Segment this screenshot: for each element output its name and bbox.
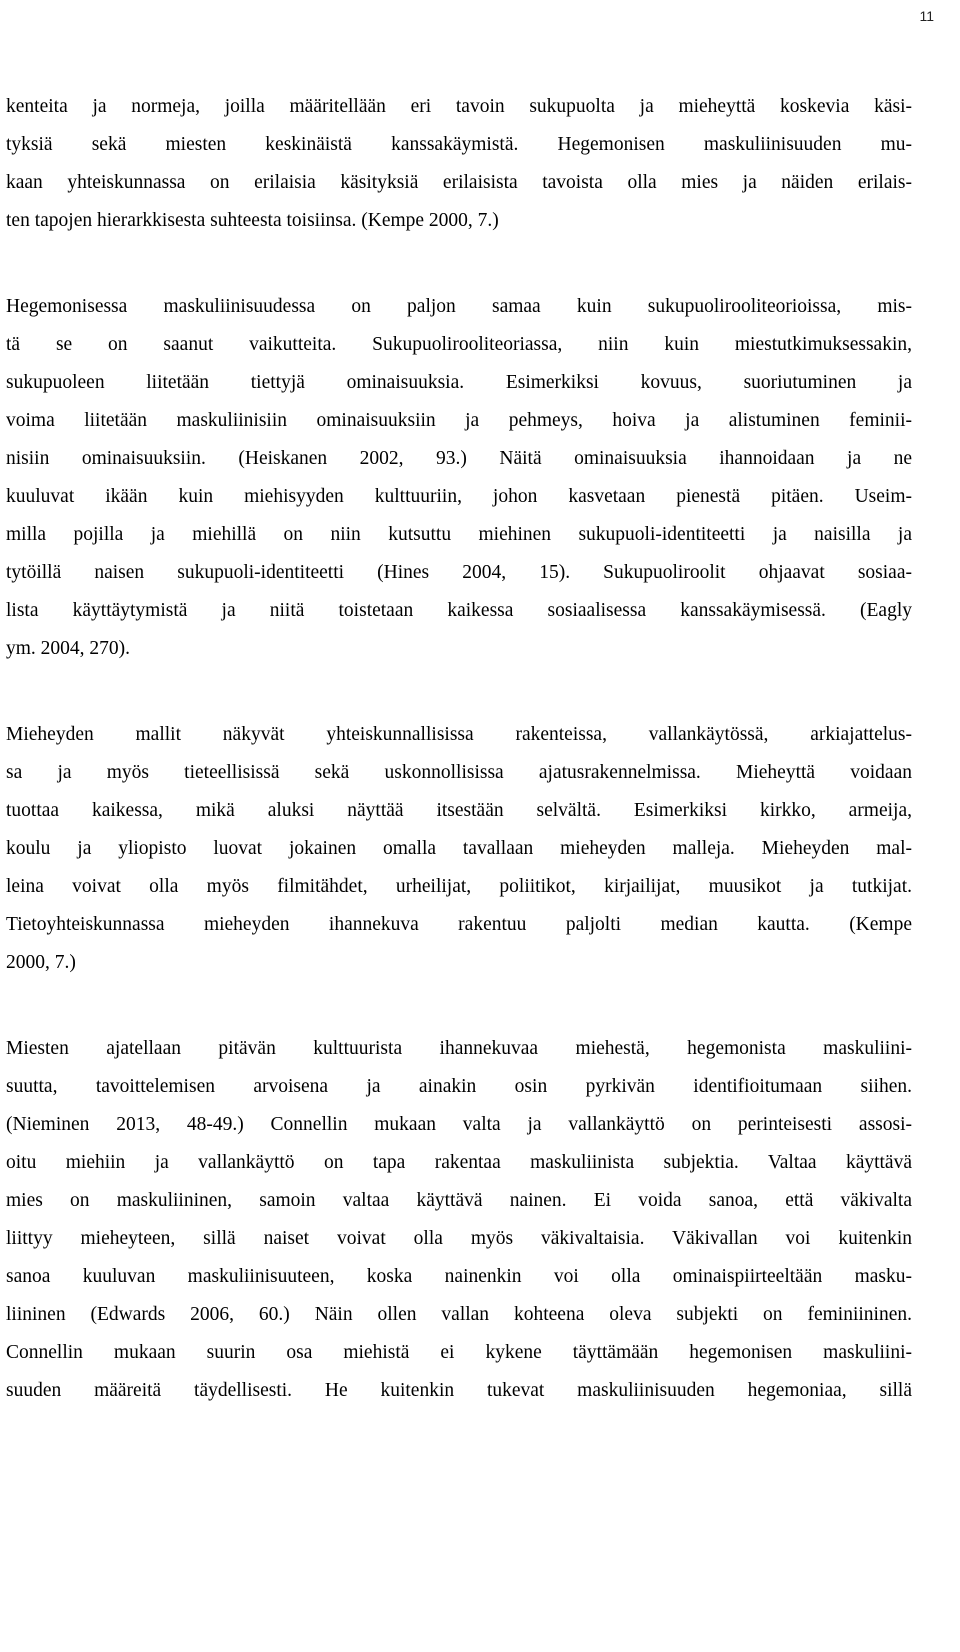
text-line: leina voivat olla myös filmitähdet, urheilijat, poliitikot, kirjailijat, muusikot ja tutkijat. [6, 876, 912, 897]
text-line: nisiin ominaisuuksiin. (Heiskanen 2002, 93.) Näitä ominaisuuksia ihannoidaan ja ne [6, 448, 912, 469]
text-line: tä se on saanut vaikutteita. Sukupuolirooliteoriassa, niin kuin miestutkimuksessakin, [6, 334, 912, 355]
text-line: liininen (Edwards 2006, 60.) Näin ollen vallan kohteena oleva subjekti on feminiininen. [6, 1304, 912, 1325]
paragraph [6, 88, 918, 240]
text-line: oitu miehiin ja vallankäyttö on tapa rakentaa maskuliinista subjektia. Valtaa käyttävä [6, 1152, 912, 1173]
text-line: kenteita ja normeja, joilla määritellään eri tavoin sukupuolta ja mieheyttä koskevia käsi- [6, 96, 912, 117]
paragraph [6, 716, 918, 982]
text-line: tyksiä sekä miesten keskinäistä kanssakäymistä. Hegemonisen maskuliinisuuden mu- [6, 134, 912, 155]
text-line: koulu ja yliopisto luovat jokainen omalla tavallaan mieheyden malleja. Mieheyden mal- [6, 838, 912, 859]
text-line: milla pojilla ja miehillä on niin kutsuttu miehinen sukupuoli-identiteetti ja naisilla ja [6, 524, 912, 545]
text-line: lista käyttäytymistä ja niitä toistetaan kaikessa sosiaalisessa kanssakäymisessä. (Eagly [6, 600, 912, 621]
text-line: 2000, 7.) [6, 952, 76, 973]
page-number: 11 [919, 8, 934, 24]
text-line: ten tapojen hierarkkisesta suhteesta toisiinsa. (Kempe 2000, 7.) [6, 210, 499, 231]
paragraph-gap [6, 240, 918, 288]
text-line: liittyy mieheyteen, sillä naiset voivat olla myös väkivaltaisia. Väkivallan voi kuitenkin [6, 1228, 912, 1249]
text-line: suuden määreitä täydellisesti. He kuitenkin tukevat maskuliinisuuden hegemoniaa, sillä [6, 1380, 912, 1401]
text-line: suutta, tavoittelemisen arvoisena ja ainakin osin pyrkivän identifioitumaan siihen. [6, 1076, 912, 1097]
text-line: Tietoyhteiskunnassa mieheyden ihannekuva rakentuu paljolti median kautta. (Kempe [6, 914, 912, 935]
text-line: voima liitetään maskuliinisiin ominaisuuksiin ja pehmeys, hoiva ja alistuminen feminii- [6, 410, 912, 431]
text-line: Hegemonisessa maskuliinisuudessa on paljon samaa kuin sukupuolirooliteorioissa, mis- [6, 296, 912, 317]
paragraph [6, 288, 918, 668]
text-line: tuottaa kaikessa, mikä aluksi näyttää itsestään selvältä. Esimerkiksi kirkko, armeija, [6, 800, 912, 821]
text-line: sanoa kuuluvan maskuliinisuuteen, koska nainenkin voi olla ominaispiirteeltään masku- [6, 1266, 912, 1287]
text-line: (Nieminen 2013, 48-49.) Connellin mukaan valta ja vallankäyttö on perinteisesti assosi- [6, 1114, 912, 1135]
text-line: Connellin mukaan suurin osa miehistä ei kykene täyttämään hegemonisen maskuliini- [6, 1342, 912, 1363]
text-line: Miesten ajatellaan pitävän kulttuurista ihannekuvaa miehestä, hegemonista maskuliini- [6, 1038, 912, 1059]
text-line: kaan yhteiskunnassa on erilaisia käsityksiä erilaisista tavoista olla mies ja näiden erilais- [6, 172, 912, 193]
text-line: ym. 2004, 270). [6, 638, 131, 659]
text-line: tytöillä naisen sukupuoli-identiteetti (Hines 2004, 15). Sukupuoliroolit ohjaavat sosiaa- [6, 562, 912, 583]
text-line: Mieheyden mallit näkyvät yhteiskunnallisissa rakenteissa, vallankäytössä, arkiajattelus- [6, 724, 912, 745]
text-line: mies on maskuliininen, samoin valtaa käyttävä nainen. Ei voida sanoa, että väkivalta [6, 1190, 912, 1211]
paragraph [6, 1030, 918, 1410]
paragraph-gap [6, 982, 918, 1030]
document-body [0, 88, 918, 1410]
text-line: sukupuoleen liitetään tiettyjä ominaisuuksia. Esimerkiksi kovuus, suoriutuminen ja [6, 372, 912, 393]
paragraph-gap [6, 668, 918, 716]
text-line: sa ja myös tieteellisissä sekä uskonnollisissa ajatusrakennelmissa. Mieheyttä voidaan [6, 762, 912, 783]
text-line: kuuluvat ikään kuin miehisyyden kulttuuriin, johon kasvetaan pienestä pitäen. Useim- [6, 486, 912, 507]
